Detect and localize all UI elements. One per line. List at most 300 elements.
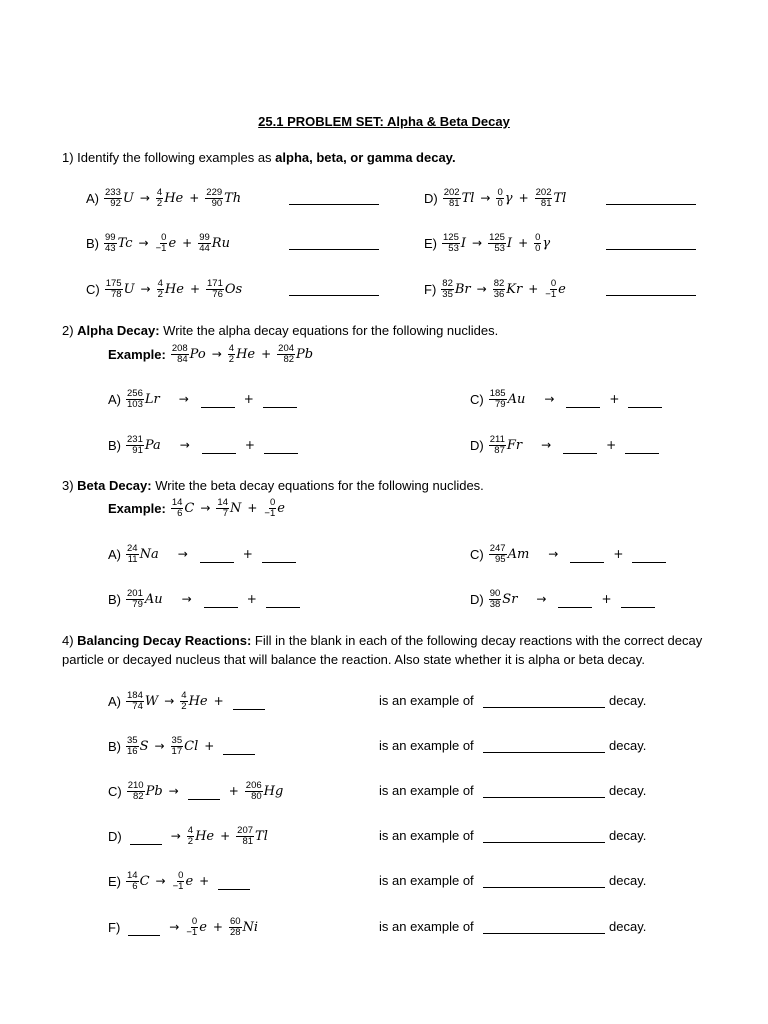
- answer-blank[interactable]: [202, 452, 236, 454]
- item-label: C): [108, 783, 122, 799]
- nuclide: [157, 279, 184, 300]
- nuclide: [489, 389, 526, 410]
- element-symbol: He: [195, 828, 215, 844]
- item-label: C): [470, 391, 484, 407]
- item-label: D): [424, 190, 438, 206]
- answer-line[interactable]: [483, 797, 605, 798]
- nuclide-numbers: [126, 389, 144, 410]
- item-label: F): [424, 281, 437, 297]
- nuclide: [488, 233, 512, 254]
- plus: +: [244, 438, 255, 452]
- atomic-number: 2: [228, 353, 235, 365]
- atomic-number: 82: [133, 790, 144, 802]
- nuclide: [534, 233, 550, 254]
- atomic-number: 80: [251, 790, 262, 802]
- item-label: C): [86, 281, 100, 297]
- atomic-number: 28: [229, 926, 241, 938]
- nuclide: [228, 344, 255, 365]
- nuclide: [216, 498, 241, 519]
- nuclide-numbers: [489, 544, 507, 565]
- q2-example: [108, 336, 314, 372]
- atomic-number: 81: [449, 197, 460, 209]
- q4-equation: [108, 818, 269, 854]
- answer-blank[interactable]: [632, 561, 666, 563]
- item-label: E): [424, 235, 437, 251]
- answer-blank[interactable]: [263, 406, 297, 408]
- nuclide: [206, 279, 242, 300]
- mass-number: 4: [157, 277, 163, 289]
- atomic-number: 11: [127, 553, 138, 565]
- decay-word: decay.: [609, 783, 647, 798]
- nuclide: [489, 544, 530, 565]
- decay-word: decay.: [609, 828, 647, 843]
- nuclide-numbers: [185, 917, 198, 938]
- element-symbol: Tl: [255, 828, 268, 844]
- answer-blank[interactable]: [128, 934, 160, 936]
- plus: +: [606, 438, 617, 452]
- q1-equation: [86, 225, 231, 261]
- answer-blank[interactable]: [570, 561, 604, 563]
- item-label: A): [108, 546, 121, 562]
- q4-equation: [108, 863, 254, 899]
- answer-blank[interactable]: [625, 452, 659, 454]
- mass-number: 185: [489, 387, 506, 399]
- atomic-number: 2: [156, 197, 163, 209]
- arrow: →: [168, 784, 179, 798]
- mass-number: 125: [443, 231, 459, 243]
- atomic-number: −1: [186, 926, 198, 938]
- element-symbol: Pb: [145, 783, 163, 799]
- nuclide-numbers: [104, 233, 117, 254]
- element-symbol: I: [506, 235, 513, 251]
- nuclide-numbers: [263, 498, 276, 519]
- nuclide-numbers: [126, 544, 139, 565]
- nuclide: [493, 279, 523, 300]
- atomic-number: 16: [127, 745, 138, 757]
- atomic-number: 53: [448, 242, 459, 254]
- mass-number: 207: [237, 824, 254, 836]
- element-symbol: N: [229, 500, 242, 516]
- mass-number: 4: [181, 689, 187, 701]
- nuclide-numbers: [126, 435, 144, 456]
- mass-number: 211: [489, 433, 505, 445]
- nuclide-numbers: [442, 233, 460, 254]
- plus: +: [182, 236, 193, 250]
- mass-number: 125: [489, 231, 505, 243]
- element-symbol: He: [236, 346, 256, 362]
- arrow: →: [169, 920, 180, 934]
- arrow: →: [476, 282, 487, 296]
- atomic-number: 78: [111, 288, 122, 300]
- atomic-number: 74: [132, 700, 143, 712]
- plus: +: [213, 694, 224, 708]
- atomic-number: 17: [171, 745, 183, 757]
- nuclide-numbers: [126, 871, 139, 892]
- nuclide-numbers: [105, 279, 123, 300]
- mass-number: 184: [127, 689, 143, 701]
- element-symbol: U: [123, 281, 135, 297]
- atomic-number: −1: [545, 288, 557, 300]
- q2-heading: Alpha Decay:: [77, 323, 160, 338]
- q4-text: Fill in the blank in each of the following decay reactions with the correct decay particle or decayed nucleus that will balance the reaction. Also state whether it is alpha or beta decay.: [62, 633, 703, 667]
- q3-heading: Beta Decay:: [77, 478, 152, 493]
- nuclide: [442, 233, 466, 254]
- item-label: F): [108, 919, 121, 935]
- atomic-number: 44: [199, 242, 210, 254]
- element-symbol: Am: [507, 546, 530, 562]
- arrow: →: [211, 347, 222, 361]
- nuclide-numbers: [171, 344, 189, 365]
- example-of-text: is an example of: [379, 919, 474, 934]
- nuclide-numbers: [493, 279, 506, 300]
- nuclide-numbers: [245, 781, 263, 802]
- answer-line[interactable]: [483, 933, 605, 934]
- nuclide-numbers: [443, 188, 461, 209]
- nuclide-numbers: [127, 781, 145, 802]
- mass-number: 99: [105, 231, 116, 243]
- q2-text: Write the alpha decay equations for the following nuclides.: [159, 323, 499, 338]
- arrow: →: [164, 694, 175, 708]
- atomic-number: 95: [495, 553, 506, 565]
- item-label: D): [470, 437, 484, 453]
- element-symbol: Lr: [144, 391, 160, 407]
- plus: +: [228, 784, 239, 798]
- nuclide: [496, 188, 512, 209]
- example-label: Example:: [108, 346, 166, 362]
- element-symbol: U: [122, 190, 134, 206]
- item-label: B): [108, 437, 121, 453]
- arrow: →: [138, 236, 149, 250]
- nuclide: [263, 498, 285, 519]
- atomic-number: 79: [495, 398, 506, 410]
- mass-number: 256: [127, 387, 143, 399]
- nuclide-numbers: [180, 691, 187, 712]
- q3-example: [108, 490, 286, 526]
- answer-line[interactable]: [289, 204, 379, 205]
- answer-blank[interactable]: [264, 452, 298, 454]
- q1-text-bold: alpha, beta, or gamma decay.: [275, 150, 456, 165]
- item-label: A): [108, 391, 121, 407]
- answer-blank[interactable]: [233, 708, 265, 710]
- q2-equation: [470, 427, 663, 463]
- atomic-number: 90: [211, 197, 223, 209]
- nuclide-numbers: [535, 188, 553, 209]
- answer-blank[interactable]: [262, 561, 296, 563]
- element-symbol: C: [184, 500, 195, 516]
- element-symbol: Au: [507, 391, 526, 407]
- nuclide: [126, 691, 158, 712]
- atomic-number: 35: [442, 288, 453, 300]
- element-symbol: Sr: [502, 591, 518, 607]
- answer-blank[interactable]: [628, 406, 662, 408]
- nuclide: [443, 188, 475, 209]
- mass-number: 82: [442, 277, 453, 289]
- nuclide: [105, 279, 135, 300]
- answer-line[interactable]: [483, 707, 605, 708]
- mass-number: 175: [105, 277, 122, 289]
- q4-number: 4): [62, 633, 78, 648]
- arrow: →: [480, 191, 491, 205]
- element-symbol: Po: [189, 346, 206, 362]
- answer-line[interactable]: [606, 295, 696, 296]
- arrow: →: [179, 438, 190, 452]
- atomic-number: 92: [110, 197, 121, 209]
- plus: +: [246, 592, 257, 606]
- atomic-number: 53: [494, 242, 505, 254]
- nuclide-numbers: [126, 691, 144, 712]
- atomic-number: 38: [489, 598, 501, 610]
- nuclide: [229, 917, 258, 938]
- atomic-number: 87: [494, 444, 505, 456]
- atomic-number: 81: [540, 197, 552, 209]
- q4-equation: [108, 728, 259, 764]
- q2-equation: [108, 381, 301, 417]
- answer-line[interactable]: [483, 842, 605, 843]
- nuclide-numbers: [157, 279, 164, 300]
- q4-heading: Balancing Decay Reactions:: [77, 633, 252, 648]
- nuclide: [171, 736, 199, 757]
- mass-number: 0: [269, 496, 276, 508]
- q4-equation: [108, 683, 269, 719]
- answer-line[interactable]: [606, 204, 696, 205]
- plus: +: [601, 592, 612, 606]
- nuclide-numbers: [156, 188, 163, 209]
- element-symbol: He: [164, 190, 184, 206]
- q1-equation: [86, 180, 242, 216]
- q1-equation: [424, 180, 567, 216]
- answer-blank[interactable]: [558, 606, 592, 608]
- nuclide: [489, 589, 518, 610]
- atomic-number: 6: [177, 507, 183, 519]
- nuclide-numbers: [205, 188, 223, 209]
- arrow: →: [155, 874, 166, 888]
- nuclide-numbers: [544, 279, 557, 300]
- mass-number: 233: [105, 186, 121, 198]
- atomic-number: 91: [132, 444, 143, 456]
- item-label: B): [108, 738, 121, 754]
- atomic-number: 103: [127, 398, 143, 410]
- mass-number: 247: [489, 542, 506, 554]
- q3-equation: [108, 581, 304, 617]
- nuclide-numbers: [187, 826, 194, 847]
- element-symbol: W: [144, 693, 159, 709]
- nuclide: [236, 826, 268, 847]
- answer-line[interactable]: [289, 295, 379, 296]
- q1-equation: [424, 271, 567, 307]
- decay-word: decay.: [609, 693, 647, 708]
- mass-number: 204: [278, 342, 295, 354]
- mass-number: 171: [207, 277, 223, 289]
- element-symbol: Fr: [506, 437, 523, 453]
- example-of-text: is an example of: [379, 693, 474, 708]
- decay-word: decay.: [609, 919, 647, 934]
- mass-number: 0: [535, 231, 541, 243]
- example-of-text: is an example of: [379, 783, 474, 798]
- element-symbol: He: [164, 281, 184, 297]
- q3-equation: [470, 536, 670, 572]
- mass-number: 202: [443, 186, 460, 198]
- mass-number: 99: [199, 231, 210, 243]
- arrow: →: [472, 236, 483, 250]
- answer-line[interactable]: [483, 887, 605, 888]
- answer-blank[interactable]: [566, 406, 600, 408]
- atomic-number: 2: [187, 835, 194, 847]
- nuclide-numbers: [216, 498, 229, 519]
- nuclide-numbers: [206, 279, 224, 300]
- atomic-number: 43: [105, 242, 116, 254]
- element-symbol: Au: [144, 591, 163, 607]
- decay-word: decay.: [609, 873, 647, 888]
- plus: +: [242, 547, 253, 561]
- nuclide: [180, 691, 207, 712]
- example-of-text: is an example of: [379, 828, 474, 843]
- mass-number: 231: [127, 433, 143, 445]
- nuclide-numbers: [236, 826, 254, 847]
- item-label: A): [108, 693, 121, 709]
- nuclide-numbers: [228, 344, 235, 365]
- q3-equation: [108, 536, 300, 572]
- answer-blank[interactable]: [130, 843, 162, 845]
- atomic-number: −1: [264, 507, 276, 519]
- answer-blank[interactable]: [266, 606, 300, 608]
- plus: +: [189, 191, 200, 205]
- element-symbol: He: [188, 693, 208, 709]
- nuclide-numbers: [488, 233, 506, 254]
- mass-number: 60: [229, 915, 241, 927]
- element-symbol: γ: [542, 235, 551, 251]
- element-symbol: Tc: [117, 235, 133, 251]
- answer-blank[interactable]: [188, 798, 220, 800]
- item-label: E): [108, 873, 121, 889]
- element-symbol: Th: [224, 190, 242, 206]
- atomic-number: 2: [157, 288, 163, 300]
- nuclide: [127, 781, 163, 802]
- q4-equation: [108, 773, 284, 809]
- answer-blank[interactable]: [200, 561, 234, 563]
- element-symbol: C: [139, 873, 150, 889]
- answer-blank[interactable]: [201, 406, 235, 408]
- arrow: →: [181, 592, 192, 606]
- mass-number: 0: [161, 231, 167, 243]
- nuclide-numbers: [171, 736, 184, 757]
- q1-text: 1) Identify the following examples as: [62, 150, 276, 165]
- arrow: →: [154, 739, 165, 753]
- nuclide: [155, 233, 177, 254]
- q2-equation: [108, 427, 302, 463]
- nuclide: [171, 344, 206, 365]
- mass-number: 229: [206, 186, 223, 198]
- element-symbol: Pa: [144, 437, 161, 453]
- plus: +: [528, 282, 539, 296]
- plus: +: [518, 191, 529, 205]
- plus: +: [189, 282, 200, 296]
- nuclide: [126, 544, 159, 565]
- nuclide: [104, 233, 133, 254]
- plus: +: [518, 236, 529, 250]
- q4-instructions: [62, 631, 712, 669]
- nuclide-numbers: [534, 233, 541, 254]
- q1-instructions: [62, 149, 456, 167]
- q4-equation: [108, 909, 259, 945]
- atomic-number: 36: [493, 288, 505, 300]
- mass-number: 24: [127, 542, 138, 554]
- plus: +: [204, 739, 215, 753]
- atomic-number: −1: [155, 242, 167, 254]
- nuclide-numbers: [126, 589, 144, 610]
- arrow: →: [544, 392, 555, 406]
- nuclide: [544, 279, 566, 300]
- mass-number: 201: [127, 587, 143, 599]
- mass-number: 14: [171, 496, 183, 508]
- answer-blank[interactable]: [218, 888, 250, 890]
- answer-blank[interactable]: [621, 606, 655, 608]
- atomic-number: 2: [181, 700, 187, 712]
- mass-number: 0: [497, 186, 503, 198]
- element-symbol: e: [185, 873, 194, 889]
- q3-equation: [470, 581, 659, 617]
- nuclide: [245, 781, 284, 802]
- answer-blank[interactable]: [223, 753, 255, 755]
- nuclide: [126, 589, 163, 610]
- element-symbol: e: [277, 500, 285, 516]
- nuclide: [126, 389, 160, 410]
- answer-line[interactable]: [289, 249, 379, 250]
- atomic-number: 82: [283, 353, 295, 365]
- element-symbol: e: [168, 235, 177, 251]
- mass-number: 4: [156, 186, 163, 198]
- nuclide: [126, 871, 150, 892]
- plus: +: [261, 347, 272, 361]
- q2-number: 2): [62, 323, 78, 338]
- item-label: D): [470, 591, 484, 607]
- nuclide: [198, 233, 230, 254]
- answer-line[interactable]: [483, 752, 605, 753]
- item-label: B): [108, 591, 121, 607]
- nuclide-numbers: [441, 279, 454, 300]
- answer-blank[interactable]: [204, 606, 238, 608]
- nuclide-numbers: [229, 917, 242, 938]
- element-symbol: Tl: [553, 190, 567, 206]
- nuclide: [277, 344, 313, 365]
- plus: +: [613, 547, 624, 561]
- answer-blank[interactable]: [563, 452, 597, 454]
- element-symbol: Hg: [263, 783, 284, 799]
- element-symbol: Na: [139, 546, 159, 562]
- nuclide-numbers: [277, 344, 295, 365]
- answer-line[interactable]: [606, 249, 696, 250]
- q1-equation: [86, 271, 243, 307]
- arrow: →: [177, 547, 188, 561]
- arrow: →: [170, 829, 181, 843]
- element-symbol: Ni: [242, 919, 259, 935]
- page-title: 25.1 PROBLEM SET: Alpha & Beta Decay: [258, 114, 510, 129]
- plus: +: [243, 392, 254, 406]
- q3-text: Write the beta decay equations for the following nuclides.: [151, 478, 484, 493]
- element-symbol: Kr: [506, 281, 523, 297]
- item-label: A): [86, 190, 99, 206]
- nuclide-numbers: [198, 233, 211, 254]
- item-label: C): [470, 546, 484, 562]
- element-symbol: Ru: [211, 235, 230, 251]
- atomic-number: 76: [212, 288, 223, 300]
- nuclide-numbers: [489, 589, 502, 610]
- mass-number: 202: [535, 186, 552, 198]
- example-of-text: is an example of: [379, 738, 474, 753]
- arrow: →: [536, 592, 547, 606]
- element-symbol: I: [460, 235, 466, 251]
- nuclide-numbers: [172, 871, 185, 892]
- mass-number: 14: [217, 496, 228, 508]
